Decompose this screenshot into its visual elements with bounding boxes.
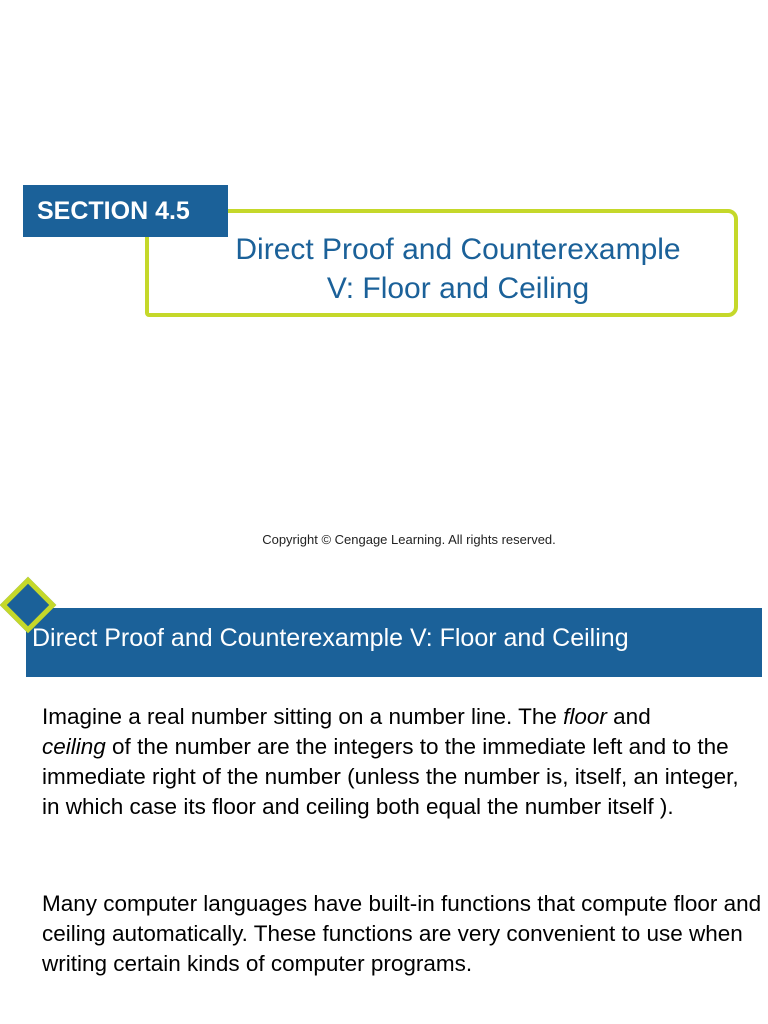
copyright-notice: Copyright © Cengage Learning. All rights reserved. — [262, 532, 556, 547]
slide-title-line-1: Direct Proof and Counterexample — [235, 233, 681, 266]
paragraph-1 — [42, 702, 762, 822]
slide-title — [180, 230, 736, 308]
term-ceiling: ceiling — [42, 734, 106, 759]
p1-and: and — [606, 704, 651, 729]
p1-text-rest: of the number are the integers to the immediate left and to the immediate right of the number (unless the number is, itself, an integer, in which case its floor and ceiling both equal the number itself ). — [42, 734, 739, 819]
header-bar — [26, 608, 762, 677]
content-slide — [0, 560, 768, 1024]
section-label: SECTION 4.5 — [23, 185, 228, 237]
term-floor: floor — [563, 704, 607, 729]
slide-title-line-2: V: Floor and Ceiling — [326, 272, 590, 305]
header-title: Direct Proof and Counterexample V: Floor and Ceiling — [32, 624, 629, 652]
paragraph-2: Many computer languages have built-in functions that compute floor and ceiling automatically. These functions are very convenient to use when writing certain kinds of computer programs. — [42, 891, 762, 976]
p1-text-start: Imagine a real number sitting on a number line. The — [42, 704, 564, 729]
